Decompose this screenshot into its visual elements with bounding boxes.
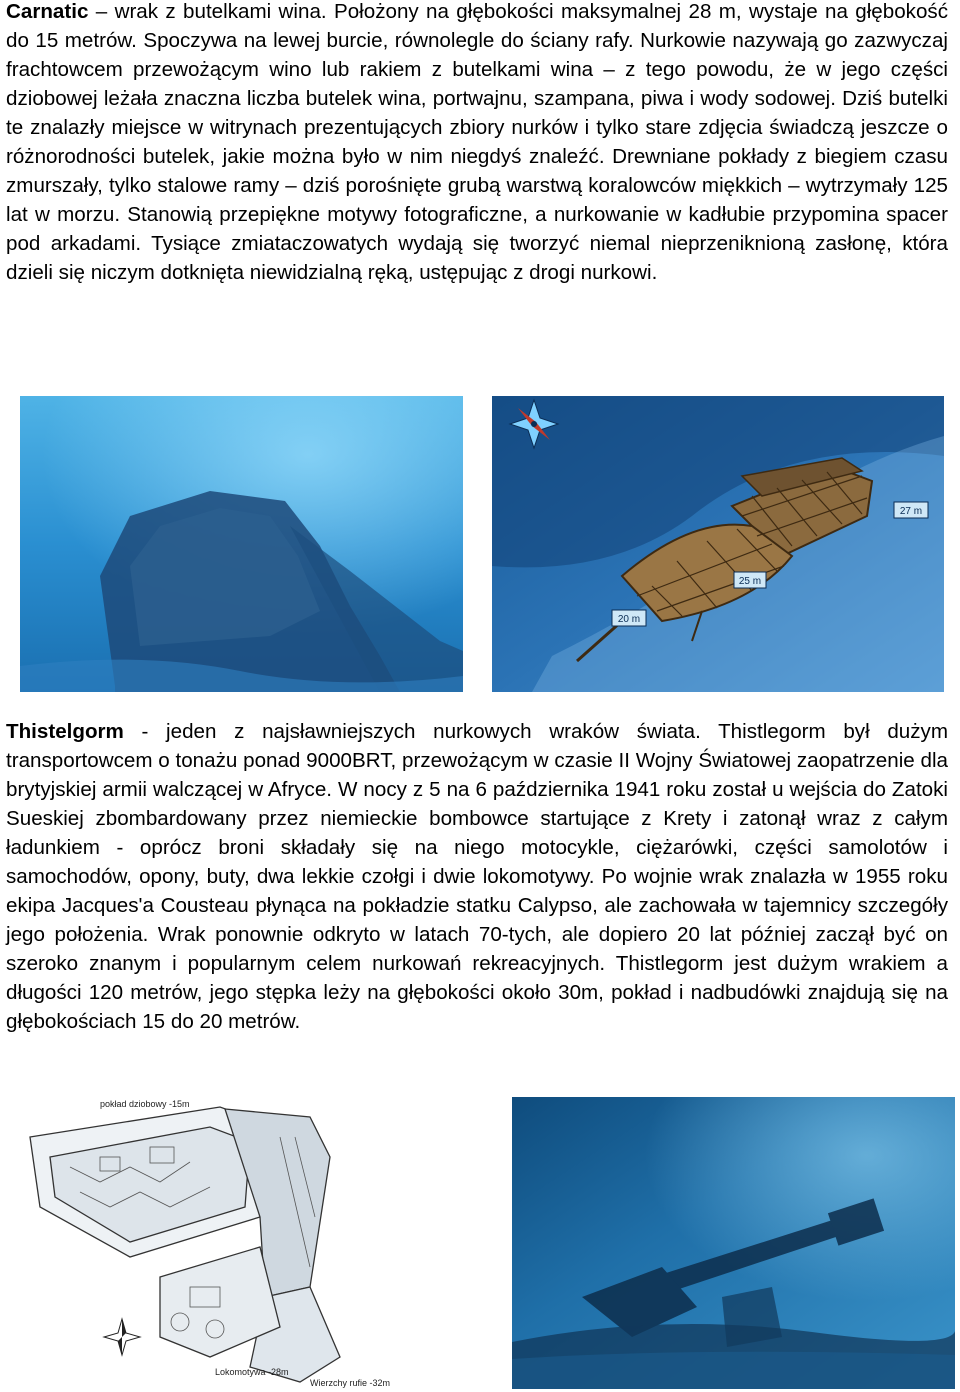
thistlegorm-text: - jeden z najsławniejszych nurkowych wraków świata. Thistlegorm był dużym transportowcem o tonażu ponad 9000BRT, przewożącym w czasie II Wojny Światowej zaopatrzenie dla brytyjskiej armii walczącej w Afryce. W nocy z 5 na 6 października 1941 roku został u wejścia do Zatoki Sueskiej zbombardowany przez niemieckie bombowce startujące z Krety i zatonął wraz z całym ładunkiem - oprócz broni składały się na niego motocykle, ciężarówki, części samolotów i samochodów, opony, buty, dwa lekkie czołgi i dwie lokomotywy. Po wojnie wrak znalazła w 1955 roku ekipa Jacques'a Cousteau płynąca na pokładzie statku Calypso, ale zachowała w tajemnicy szczegóły jego położenia. Wrak ponownie odkryto w latach 70-tych, ale dopiero 20 lat później zaczął być on szeroko znanym i popularnym celem nurkowań rekreacyjnych. Thistlegorm jest dużym wrakiem a długości 120 metrów, jego stępka leży na głębokości około 30m, pokład i nadbudówki znajdują się na głębokościach 15 do 20 metrów.	[6, 720, 948, 1033]
depth-marker-25m	[734, 572, 766, 588]
thistlegorm-title: Thistelgorm	[6, 720, 124, 743]
depth-marker-20m	[612, 610, 646, 626]
thistlegorm-gun-photo	[512, 1097, 955, 1389]
label-bow-deck: pokład dziobowy -15m	[100, 1099, 190, 1109]
label-stern: Wierzchy rufie -32m	[310, 1378, 391, 1388]
carnatic-map-illustration	[492, 396, 944, 692]
carnatic-title: Carnatic	[6, 0, 89, 23]
depth-label-20m: 20 m	[617, 614, 641, 625]
carnatic-wreck-illustration	[20, 396, 463, 692]
carnatic-paragraph	[6, 0, 948, 287]
depth-label-25m: 25 m	[738, 576, 762, 587]
label-locomotive: Lokomotywa -28m	[215, 1367, 289, 1377]
thistlegorm-paragraph	[6, 717, 948, 1036]
carnatic-wreck-photo	[20, 396, 463, 692]
thistlegorm-diagram-illustration	[10, 1097, 488, 1389]
thistlegorm-cutaway-diagram	[10, 1097, 488, 1389]
carnatic-site-map	[492, 396, 944, 692]
carnatic-text: – wrak z butelkami wina. Położony na głębokości maksymalnej 28 m, wystaje na głębokość do 15 metrów. Spoczywa na lewej burcie, równolegle do ściany rafy. Nurkowie nazywają go zazwyczaj frachtowcem przewożącym wino lub rakiem z butelkami wina – z tego powodu, że w jego części dziobowej leżała znaczna liczba butelek wina, portwajnu, szampana, piwa i wody sodowej. Dziś butelki te znalazły miejsce w witrynach prezentujących zbiory nurków i tylko stare zdjęcia świadczą jeszcze o różnorodności butelek, jakie można było w nim niegdyś znaleźć. Drewniane pokłady z biegiem czasu zmurszały, tylko stalowe ramy – dziś porośnięte grubą warstwą koralowców miękkich – wytrzymały 125 lat w morzu. Stanowią przepiękne motywy fotograficzne, a nurkowanie w kadłubie przypomina spacer pod arkadami. Tysiące zmiataczowatych wydają się tworzyć niemal nieprzeniknioną zasłonę, która dzieli się niczym dotknięta niewidzialną ręką, ustępując z drogi nurkowi.	[6, 0, 948, 284]
depth-marker-27m	[894, 502, 928, 518]
thistlegorm-gun-illustration	[512, 1097, 955, 1389]
depth-label-27m: 27 m	[899, 506, 923, 517]
